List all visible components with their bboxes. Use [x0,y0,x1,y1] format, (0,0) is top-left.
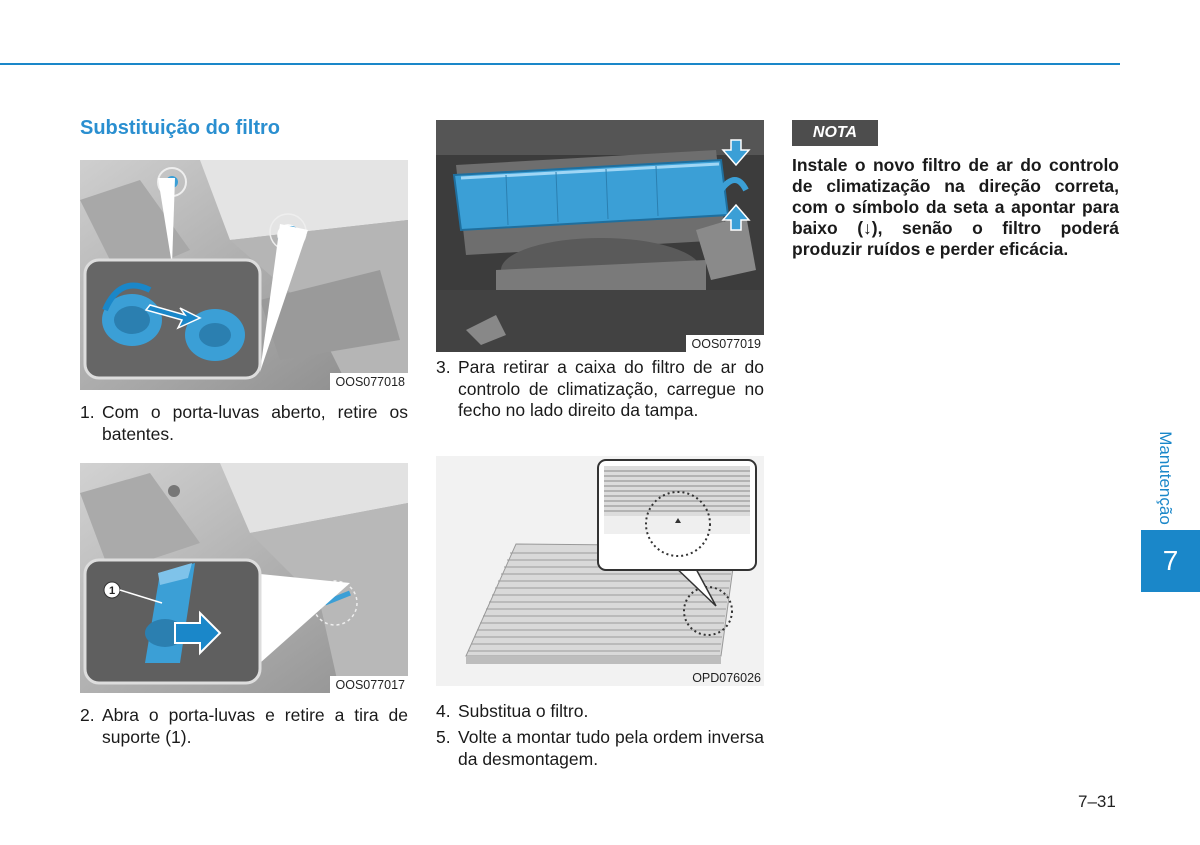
step-text: Abra o porta-luvas e retire a tira de suporte (1). [102,705,408,747]
step-5 [436,727,764,770]
step-1 [80,402,408,445]
step-text: Com o porta-luvas aberto, retire os batentes. [102,402,408,444]
figure-filter-element [436,456,764,686]
step-text: Volte a montar tudo pela ordem inversa da desmontagem. [458,727,764,769]
figure-code: OOS077019 [686,335,765,352]
step-number: 5. [436,727,451,747]
step-text: Substitua o filtro. [458,701,589,721]
nota-badge: NOTA [792,120,878,146]
figure-code: OOS077018 [330,373,409,390]
step-number: 2. [80,705,95,725]
step-2 [80,705,408,748]
figure-code: OOS077017 [330,676,409,693]
chapter-title: Manutenção [1156,430,1175,525]
nota-text: Instale o novo filtro de ar do controlo de climatização na direção correta, com o símbolo da seta a apontar para baixo (↓), senão o filtro poderá produzir ruídos e perder eficácia. [792,155,1119,259]
chapter-tab: 7 [1141,530,1200,592]
figure-strap-removal [80,463,408,693]
page-number: 7–31 [1078,792,1116,811]
step-number: 1. [80,402,95,422]
step-number: 3. [436,357,451,377]
step-3 [436,357,764,422]
figure-code: OPD076026 [686,669,764,686]
step-4 [436,701,764,723]
callout-number: 1 [108,585,116,597]
figure-stopper-removal [80,160,408,390]
figure-filter-housing [436,120,764,352]
top-rule [0,63,1120,65]
step-text: Para retirar a caixa do filtro de ar do controlo de climatização, carregue no fecho no lado direito da tampa. [458,357,764,420]
step-number: 4. [436,701,451,721]
section-title: Substituição do filtro [80,117,280,139]
chapter-side-label [1150,425,1180,530]
